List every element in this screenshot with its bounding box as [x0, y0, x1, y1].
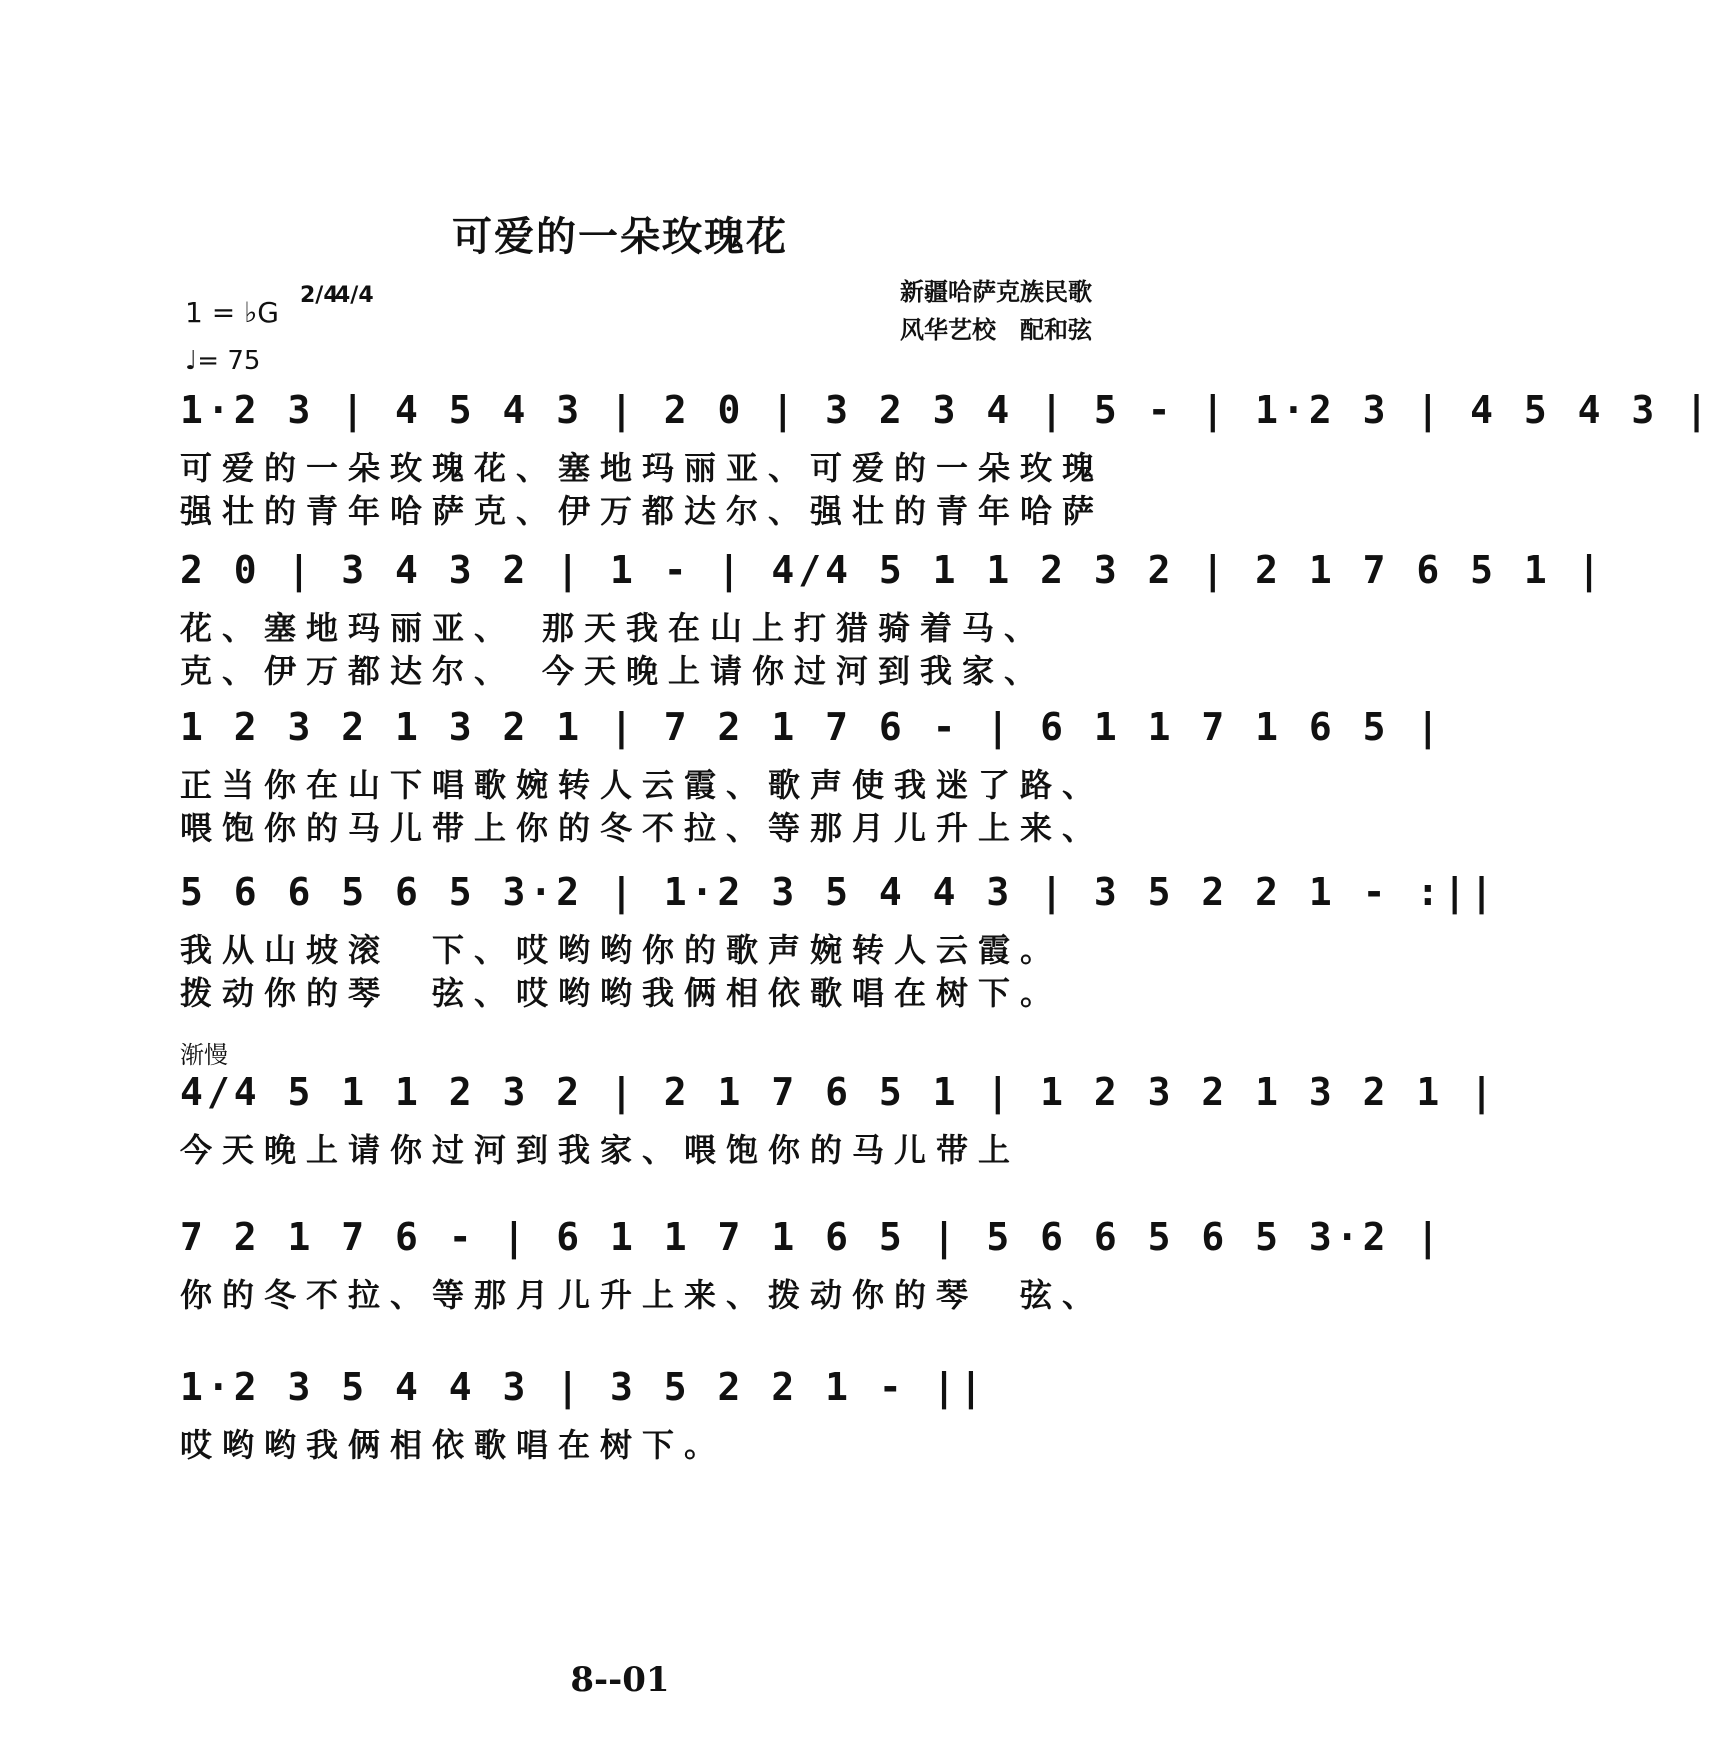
lyric-verse-1: 花、塞地玛丽亚、 那天我在山上打猎骑着马、 — [180, 609, 1047, 647]
key-signature: 1 = ♭G — [185, 296, 279, 329]
lyric-verse-2: 克、伊万都达尔、 今天晚上请你过河到我家、 — [180, 652, 1047, 690]
score-line-7 — [0, 1365, 1272, 1545]
credit-origin: 新疆哈萨克族民歌 — [900, 278, 1092, 306]
tempo-marking: ♩= 75 — [185, 346, 261, 376]
time-signature-2-4 — [300, 283, 339, 308]
lyric-verse-2: 拨动你的琴 弦、哎哟哟我俩相依歌唱在树下。 — [180, 974, 1063, 1012]
notes-line: 1·2 3 | 4 5 4 3 | 2 0 | 3 2 3 4 | 5 - | 1·2 3 | 4 5 4 3 | — [180, 388, 1712, 432]
time-signature-4-4 — [335, 283, 374, 308]
lyric-verse-1: 我从山坡滚 下、哎哟哟你的歌声婉转人云霞。 — [180, 931, 1063, 969]
notes-line: 5 6 6 5 6 5 3·2 | 1·2 3 5 4 4 3 | 3 5 2 2 1 - :|| — [180, 870, 1498, 914]
notes-line: 4/4 5 1 1 2 3 2 | 2 1 7 6 5 1 | 1 2 3 2 1 3 2 1 | — [180, 1070, 1498, 1114]
score-line-3 — [0, 705, 1444, 885]
lyric-verse-2: 喂饱你的马儿带上你的冬不拉、等那月儿升上来、 — [180, 809, 1105, 847]
song-title: 可爱的一朵玫瑰花 — [452, 214, 788, 260]
notes-line: 1 2 3 2 1 3 2 1 | 7 2 1 7 6 - | 6 1 1 7 1 6 5 | — [180, 705, 1444, 749]
notes-line: 2 0 | 3 4 3 2 | 1 - | 4/4 5 1 1 2 3 2 | 2 1 7 6 5 1 | — [180, 548, 1605, 592]
score-line-1 — [0, 388, 1712, 568]
lyric-verse-1: 正当你在山下唱歌婉转人云霞、歌声使我迷了路、 — [180, 766, 1105, 804]
lyric-verse-1: 今天晚上请你过河到我家、喂饱你的马儿带上 — [180, 1131, 1021, 1169]
ts-4-4: 4/4 — [335, 283, 374, 308]
lyric-verse-1: 你的冬不拉、等那月儿升上来、拨动你的琴 弦、 — [180, 1276, 1105, 1314]
ritardando-mark: 渐慢 — [180, 1041, 228, 1069]
score-line-4 — [0, 870, 1498, 1050]
lyric-verse-1: 哎哟哟我俩相依歌唱在树下。 — [180, 1426, 727, 1464]
page-number: 8--01 — [570, 1660, 670, 1700]
lyric-verse-1: 可爱的一朵玫瑰花、塞地玛丽亚、可爱的一朵玫瑰 — [180, 449, 1105, 487]
credit-arranger: 风华艺校 配和弦 — [900, 316, 1092, 344]
notes-line: 1·2 3 5 4 4 3 | 3 5 2 2 1 - || — [180, 1365, 987, 1409]
lyric-verse-2: 强壮的青年哈萨克、伊万都达尔、强壮的青年哈萨 — [180, 492, 1105, 530]
notes-line: 7 2 1 7 6 - | 6 1 1 7 1 6 5 | 5 6 6 5 6 5 3·2 | — [180, 1215, 1444, 1259]
ts-2-4: 2/4 — [300, 283, 339, 308]
